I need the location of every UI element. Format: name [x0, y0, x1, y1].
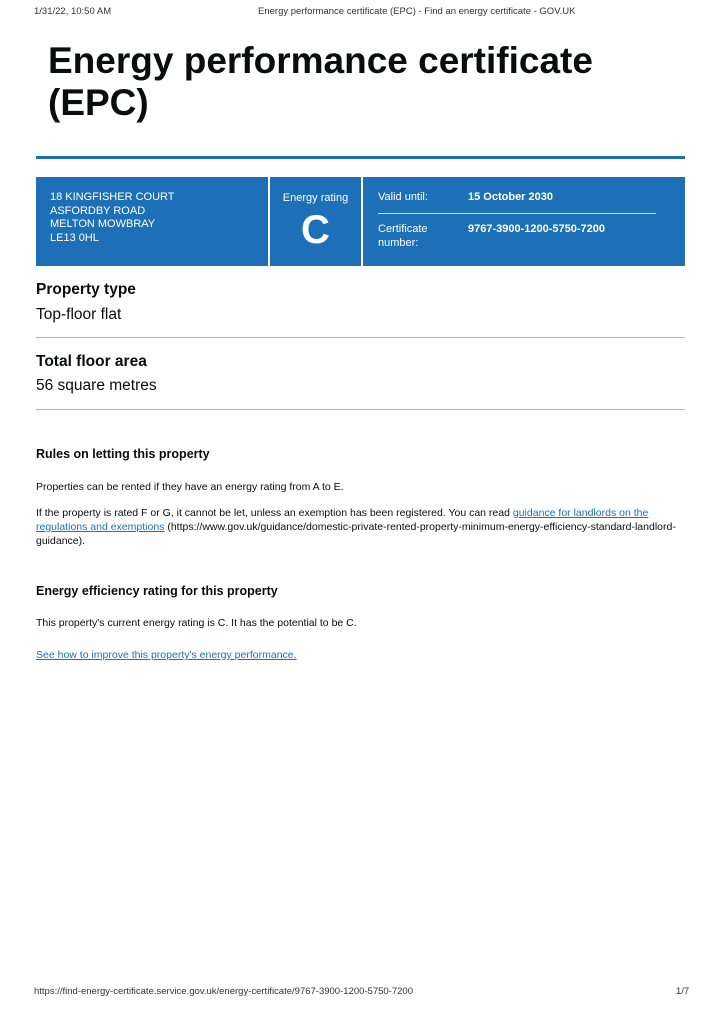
letting-rules-heading: Rules on letting this property: [36, 447, 210, 461]
address-line: LE13 0HL: [50, 231, 99, 244]
property-type-value: Top-floor flat: [36, 306, 122, 323]
print-page-number: 1/7: [676, 986, 690, 997]
letting-exemptions-text: [36, 506, 688, 548]
address-line: ASFORDBY ROAD: [50, 204, 146, 217]
energy-rating-letter: C: [301, 208, 330, 252]
sentence-end: .: [82, 535, 86, 547]
exemptions-text: If the property is rated F or G, it cannot be let, unless an exemption has been registered. You can read: [36, 507, 513, 519]
letting-rules-text: Properties can be rented if they have an energy rating from A to E.: [36, 481, 344, 493]
print-page-title: Energy performance certificate (EPC) - Find an energy certificate - GOV.UK: [258, 6, 576, 17]
energy-rating-label: Energy rating: [282, 192, 349, 204]
print-datetime: 1/31/22, 10:50 AM: [34, 6, 112, 17]
efficiency-rating-text: This property's current energy rating is C. It has the potential to be C.: [36, 617, 357, 629]
efficiency-rating-heading: Energy efficiency rating for this property: [36, 584, 278, 598]
valid-until-value: 15 October 2030: [468, 191, 553, 203]
panel-divider: [361, 177, 363, 266]
page-title: [48, 40, 688, 124]
panel-row-divider: [378, 213, 656, 214]
page-title-line1: Energy performance certificate: [48, 40, 593, 81]
address-line: 18 KINGFISHER COURT: [50, 191, 175, 203]
property-type-heading: Property type: [36, 281, 136, 298]
section-divider: [36, 409, 685, 410]
landlord-guidance-url: (https://www.gov.uk/guidance/domestic-private-rented-property-minimum-energy-efficiency-standard-landlord-guidance): [36, 521, 676, 547]
landlord-guidance-link[interactable]: guidance for landlords on the regulations and exemptions: [36, 507, 649, 533]
certificate-number-label: Certificate number:: [378, 223, 428, 249]
property-address: [50, 191, 175, 245]
title-divider: [36, 156, 685, 159]
print-url: https://find-energy-certificate.service.gov.uk/energy-certificate/9767-3900-1200-5750-7200: [34, 986, 413, 997]
improve-performance-link[interactable]: See how to improve this property's energy performance.: [36, 649, 297, 661]
certificate-summary-panel: [36, 177, 685, 266]
address-line: MELTON MOWBRAY: [50, 218, 156, 230]
section-divider: [36, 337, 685, 338]
valid-until-label: Valid until:: [378, 191, 428, 203]
certificate-number-value: 9767-3900-1200-5750-7200: [468, 223, 606, 235]
floor-area-value: 56 square metres: [36, 377, 157, 394]
page-title-line2: (EPC): [48, 82, 149, 123]
floor-area-heading: Total floor area: [36, 353, 147, 370]
improve-performance-paragraph: [36, 648, 688, 662]
